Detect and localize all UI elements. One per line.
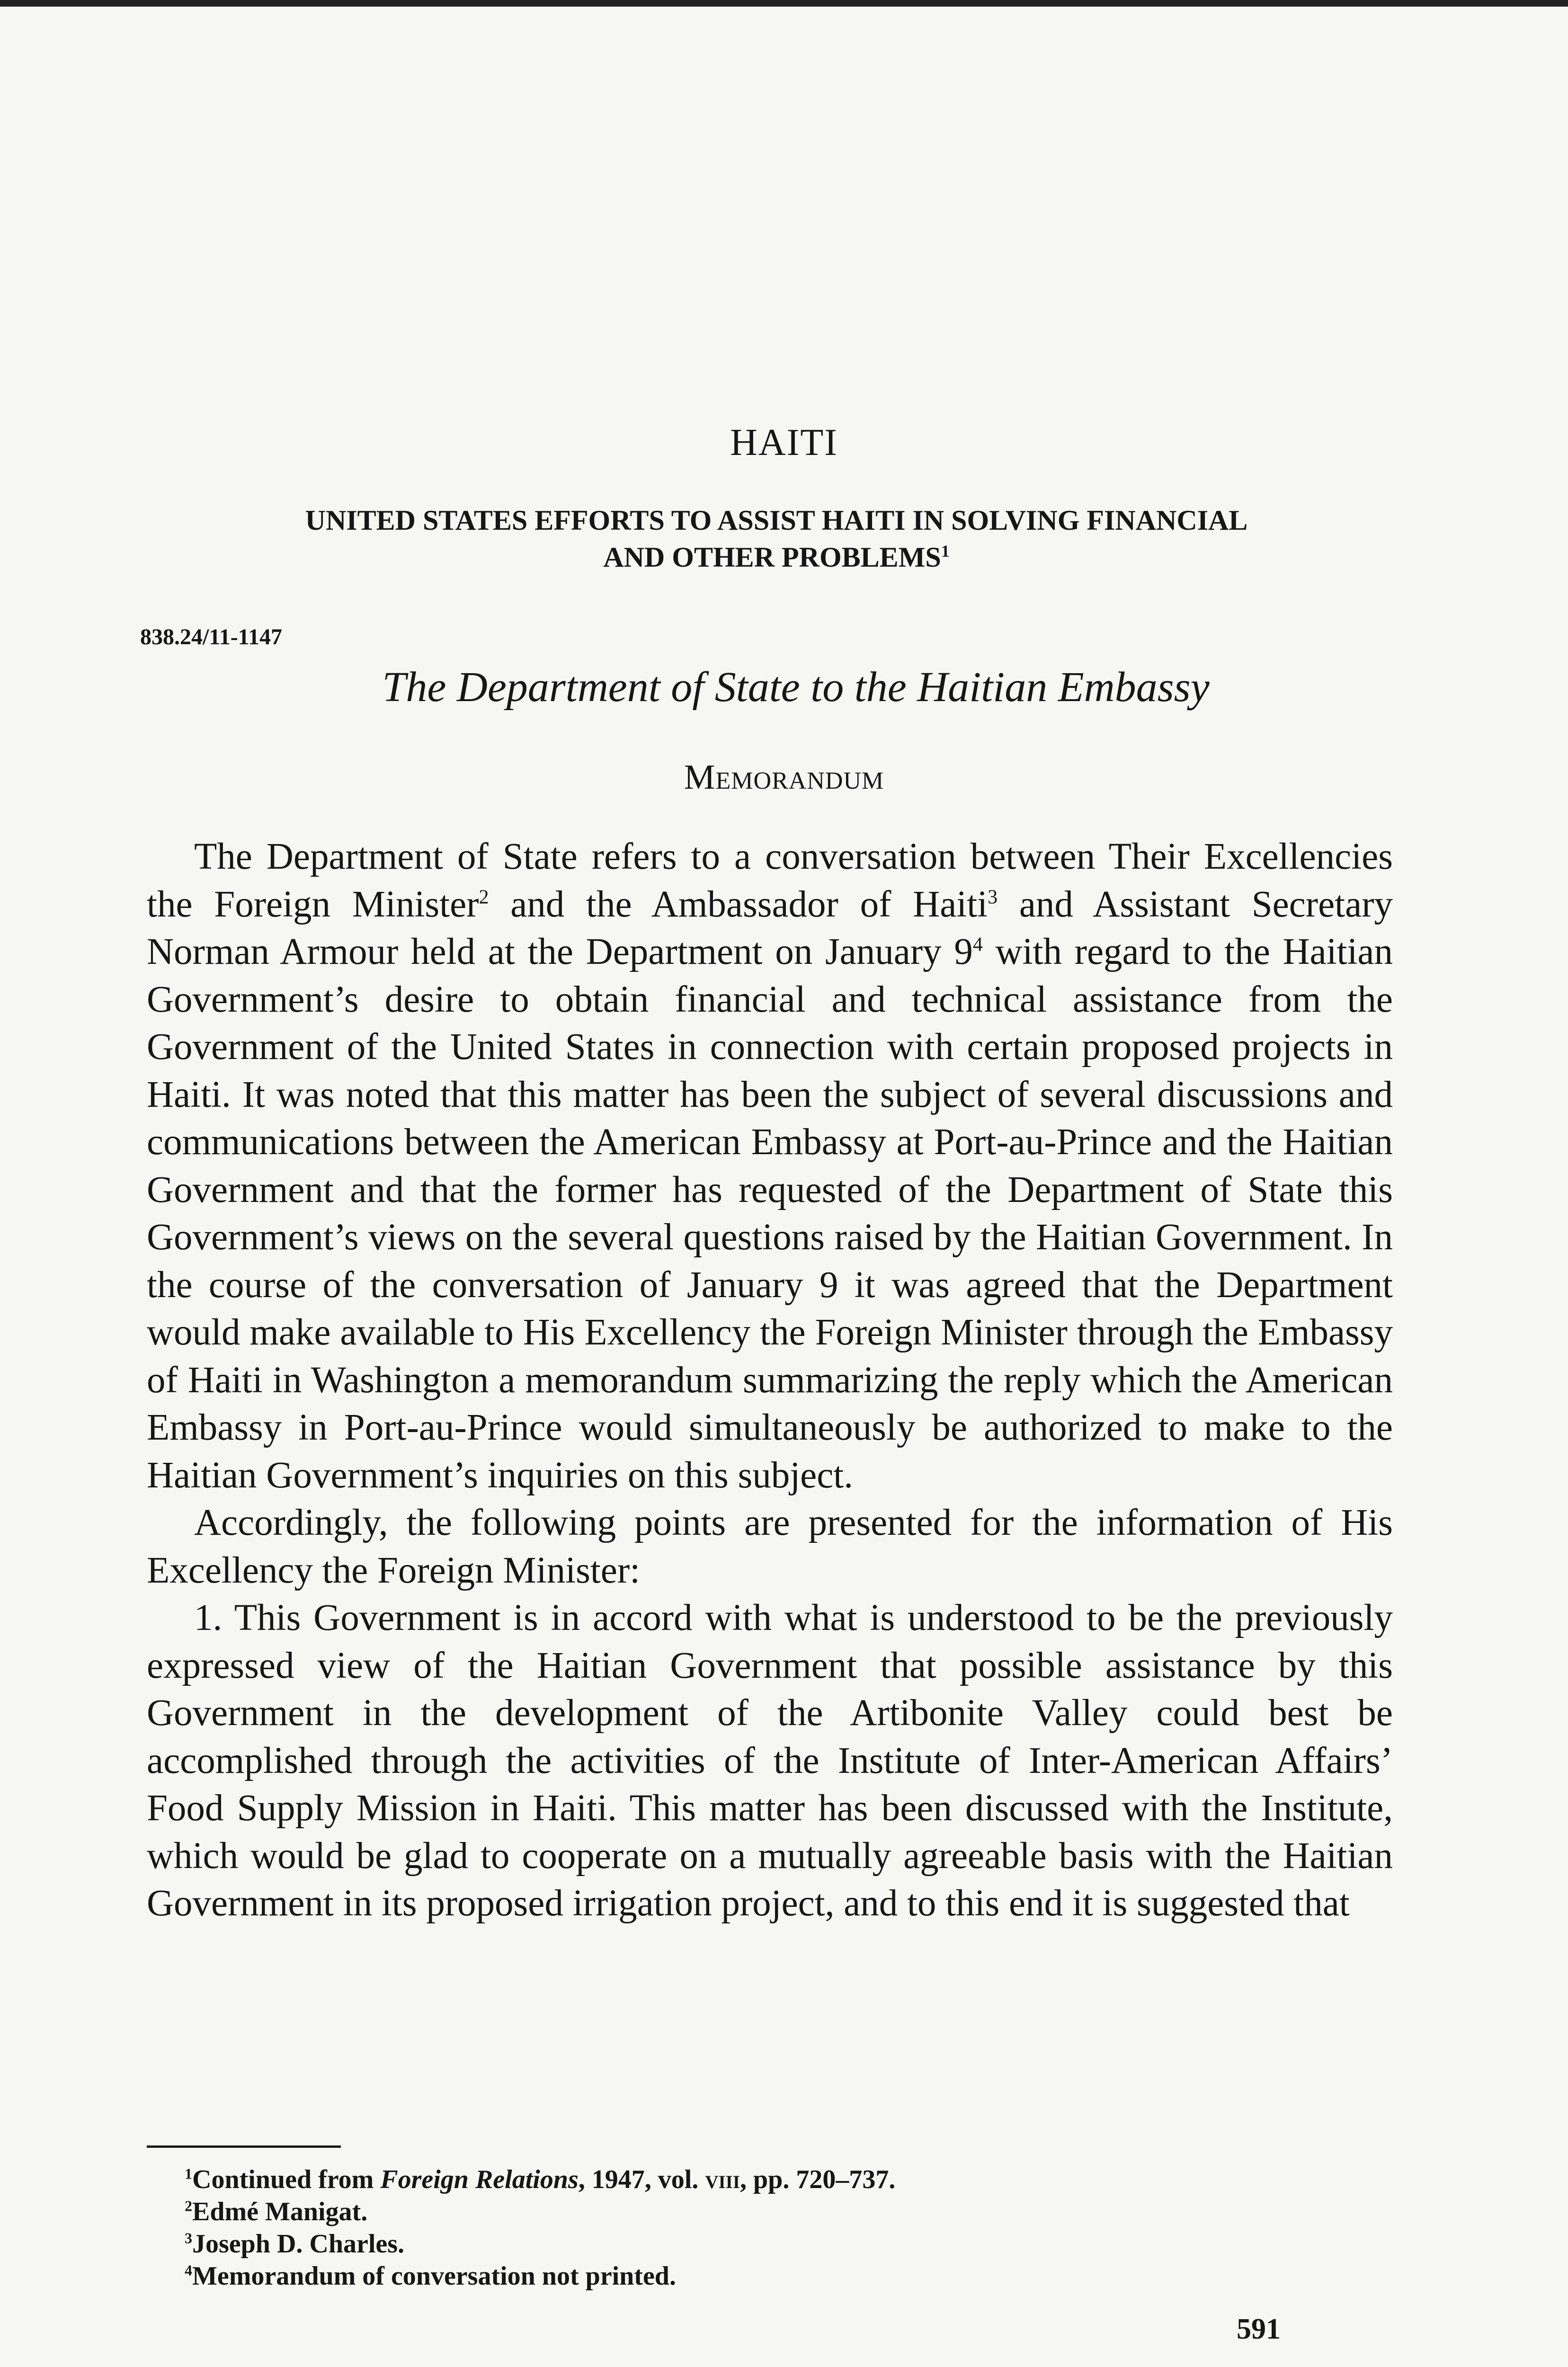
footnote-3-text: Joseph D. Charles. (192, 2229, 405, 2259)
footnote-1 (185, 2163, 1368, 2196)
subject-line-2-text: AND OTHER PROBLEMS (603, 542, 941, 573)
footnote-ref-4[interactable]: 4 (972, 934, 983, 956)
subject-footnote-ref[interactable]: 1 (941, 542, 950, 561)
document-title: The Department of State to the Haitian Embassy (382, 664, 1210, 711)
page-number: 591 (1237, 2313, 1281, 2345)
paragraph-1-part-a: The Department of State refers to a conversation between Their Excellencies the Foreign Minister (147, 836, 1393, 925)
footnote-4-number: 4 (185, 2261, 192, 2279)
footnote-ref-2[interactable]: 2 (479, 886, 489, 908)
paragraph-3: 1. This Government is in accord with what is understood to be the previously expressed view of the Haitian Government that possible assistance by this Government in the development of the Artibonite Valley could best be accomplished through the activities of the Institute of Inter-American Affairs’ Food Supply Mission in Haiti. This matter has been discussed with the Institute, which would be glad to cooperate on a mutually agreeable basis with the Haitian Government in its proposed irrigation project, and to this end it is suggested that (147, 1597, 1393, 1924)
memorandum-body (147, 833, 1393, 1928)
memorandum-heading: Memorandum (684, 758, 884, 797)
paragraph-1-part-b: and the Ambassador of Haiti (510, 883, 988, 925)
subject-heading (142, 502, 1411, 576)
file-number: 838.24/11-1147 (140, 624, 283, 650)
footnote-1-tail: , pp. 720–737. (740, 2165, 896, 2194)
footnote-3-number: 3 (185, 2229, 192, 2247)
footnote-2-number: 2 (185, 2197, 192, 2215)
subject-line-2 (142, 539, 1411, 576)
footnote-divider (147, 2145, 341, 2148)
paragraph-1-part-c: and Assistant Secretary Norman Armour held at the Department on January 9 (147, 883, 1393, 972)
footnote-2-text: Edmé Manigat. (192, 2197, 368, 2226)
footnote-1-volume: viii (705, 2165, 740, 2194)
footnote-ref-3[interactable]: 3 (988, 886, 998, 908)
country-heading: HAITI (730, 422, 838, 463)
footnote-3 (185, 2228, 1368, 2260)
footnote-1-pre: Continued from (192, 2165, 381, 2194)
paragraph-1-part-d: with regard to the Haitian Government’s desire to obtain financial and technical assistance from the Government of the United States in connection with certain proposed projects in Haiti. It was noted that this matter has been the subject of several discussions and communications between the American Embassy at Port-au-Prince and the Haitian Government and that the former has requested of the Department of State this Government’s views on the several questions raised by the Haitian Government. In the course of the conversation of January 9 it was agreed that the Department would make available to His Excellency the Foreign Minister through the Embassy of Haiti in Washington a memorandum summarizing the reply which the American Embassy in Port-au-Prince would simultaneously be authorized to make to the Haitian Government’s inquiries on this subject. (147, 931, 1393, 1496)
footnote-1-post: , 1947, vol. (578, 2165, 705, 2194)
footnote-4 (185, 2260, 1368, 2292)
footnote-4-text: Memorandum of conversation not printed. (192, 2261, 676, 2291)
footnotes (185, 2163, 1368, 2292)
paragraph-2: Accordingly, the following points are presented for the information of His Excellency the Foreign Minister: (147, 1502, 1393, 1591)
footnote-2 (185, 2196, 1368, 2228)
footnote-1-number: 1 (185, 2165, 192, 2182)
subject-line-1: UNITED STATES EFFORTS TO ASSIST HAITI IN SOLVING FINANCIAL (305, 505, 1248, 536)
footnote-1-italic: Foreign Relations (380, 2165, 579, 2194)
paragraph-1 (147, 833, 1393, 1499)
